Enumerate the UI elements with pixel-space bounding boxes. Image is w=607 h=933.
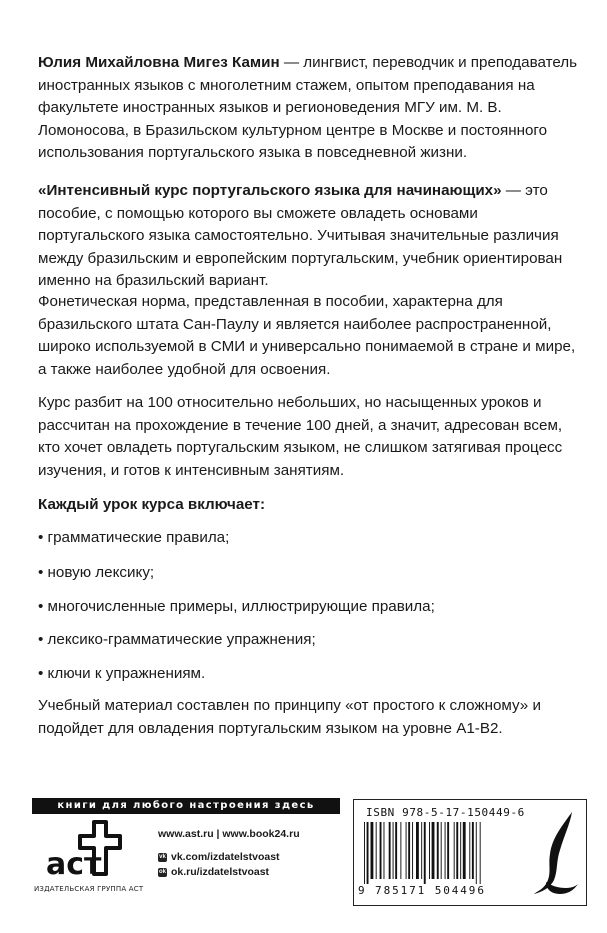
vk-icon: vk bbox=[159, 853, 166, 860]
barcode-bar bbox=[445, 822, 446, 879]
barcode-bar bbox=[376, 822, 377, 879]
ok-url: ok.ru/izdatelstvoast bbox=[171, 866, 270, 878]
barcode-bar bbox=[371, 822, 374, 879]
barcode-bar bbox=[367, 822, 369, 884]
barcode-bar bbox=[406, 822, 407, 879]
barcode-bar bbox=[400, 822, 401, 879]
barcode-bar bbox=[424, 822, 426, 884]
author-name: Юлия Михайловна Мигез Камин bbox=[38, 54, 280, 71]
barcode-bar bbox=[389, 822, 391, 879]
barcode-bar bbox=[447, 822, 449, 879]
closing-text: Учебный материал составлен по принципу «от простого к сложному» и подойдет для овладения португальским языком на уровне А1-В2. bbox=[38, 697, 541, 737]
barcode-bar bbox=[432, 822, 435, 879]
author-paragraph bbox=[38, 52, 586, 165]
isbn-text: ISBN 978-5-17-150449-6 bbox=[366, 806, 525, 819]
barcode-image bbox=[362, 822, 522, 884]
barcode-bar bbox=[429, 822, 430, 879]
barcode-bar bbox=[441, 822, 442, 879]
publisher-websites: www.ast.ru | www.book24.ru bbox=[158, 828, 300, 840]
barcode-bar bbox=[472, 822, 474, 879]
barcode-bar bbox=[384, 822, 385, 879]
barcode-bar bbox=[460, 822, 461, 879]
vk-link bbox=[158, 851, 280, 863]
author-bio: — лингвист, переводчик и преподаватель иностранных языков с многолетним стажем, опытом преподавания на факультете иностранных языков и регионоведения МГУ им. М. В. Ломоносова, в Бразильском культурном центре в Москве и постоянного использования португальского языка в повседневной жизни. bbox=[38, 54, 578, 162]
barcode-bar bbox=[421, 822, 422, 879]
barcode-bar bbox=[476, 822, 477, 884]
phonetic-paragraph bbox=[38, 291, 586, 381]
barcode-bar bbox=[480, 822, 481, 884]
barcode-bar bbox=[416, 822, 419, 879]
phonetic-text: Фонетическая норма, представленная в пособии, характерна для бразильского штата Сан-Паулу и является наиболее распространенной, широко используемой в СМИ и универсально понимаемой в стране и мире, а также наиболее удобной для освоения. bbox=[38, 293, 576, 378]
barcode-bar bbox=[469, 822, 470, 879]
publisher-caption: ИЗДАТЕЛЬСКАЯ ГРУППА АСТ bbox=[34, 885, 144, 893]
closing-paragraph bbox=[38, 695, 586, 740]
course-description: — это пособие, с помощью которого вы сможете овладеть основами португальского языка самостоятельно. Учитывая значительные различия между бразильским и европейским португальским, учебник ориентирован именно на бразильский вариант. bbox=[38, 182, 563, 290]
barcode-bar bbox=[408, 822, 410, 879]
barcode-bar bbox=[456, 822, 458, 879]
barcode-bar bbox=[393, 822, 394, 879]
list-item: • лексико-грамматические упражнения; bbox=[38, 631, 316, 648]
logo-text: аст bbox=[46, 847, 102, 882]
ean-digits: 9 785171 504496 bbox=[358, 884, 486, 897]
ast-logo bbox=[42, 818, 134, 892]
barcode-bar bbox=[412, 822, 413, 879]
structure-text: Курс разбит на 100 относительно небольших, но насыщенных уроков и рассчитан на прохождение в течение 100 дней, а значит, адресован всем, кто хочет овладеть португальским языком, не слишком затягивая процесс изучения, и готов к интенсивным занятиям. bbox=[38, 394, 563, 479]
structure-paragraph bbox=[38, 392, 586, 482]
course-title: «Интенсивный курс португальского языка для начинающих» bbox=[38, 182, 502, 199]
list-item: • многочисленные примеры, иллюстрирующие правила; bbox=[38, 598, 435, 615]
feather-logo bbox=[532, 808, 580, 896]
ok-link bbox=[158, 866, 269, 878]
barcode-bar bbox=[380, 822, 382, 879]
slogan-bar: книги для любого настроения здесь bbox=[32, 798, 340, 814]
barcode-bar bbox=[364, 822, 365, 884]
ok-icon: ok bbox=[158, 868, 166, 875]
vk-url: vk.com/izdatelstvoast bbox=[171, 851, 280, 863]
list-item: • грамматические правила; bbox=[38, 529, 230, 546]
barcode-bar bbox=[395, 822, 397, 879]
barcode-bar bbox=[454, 822, 455, 879]
barcode-bar bbox=[463, 822, 466, 879]
course-paragraph bbox=[38, 180, 586, 293]
list-item: • ключи к упражнениям. bbox=[38, 665, 206, 682]
list-heading: Каждый урок курса включает: bbox=[38, 496, 266, 513]
barcode-bar bbox=[437, 822, 439, 879]
list-item: • новую лексику; bbox=[38, 564, 155, 581]
